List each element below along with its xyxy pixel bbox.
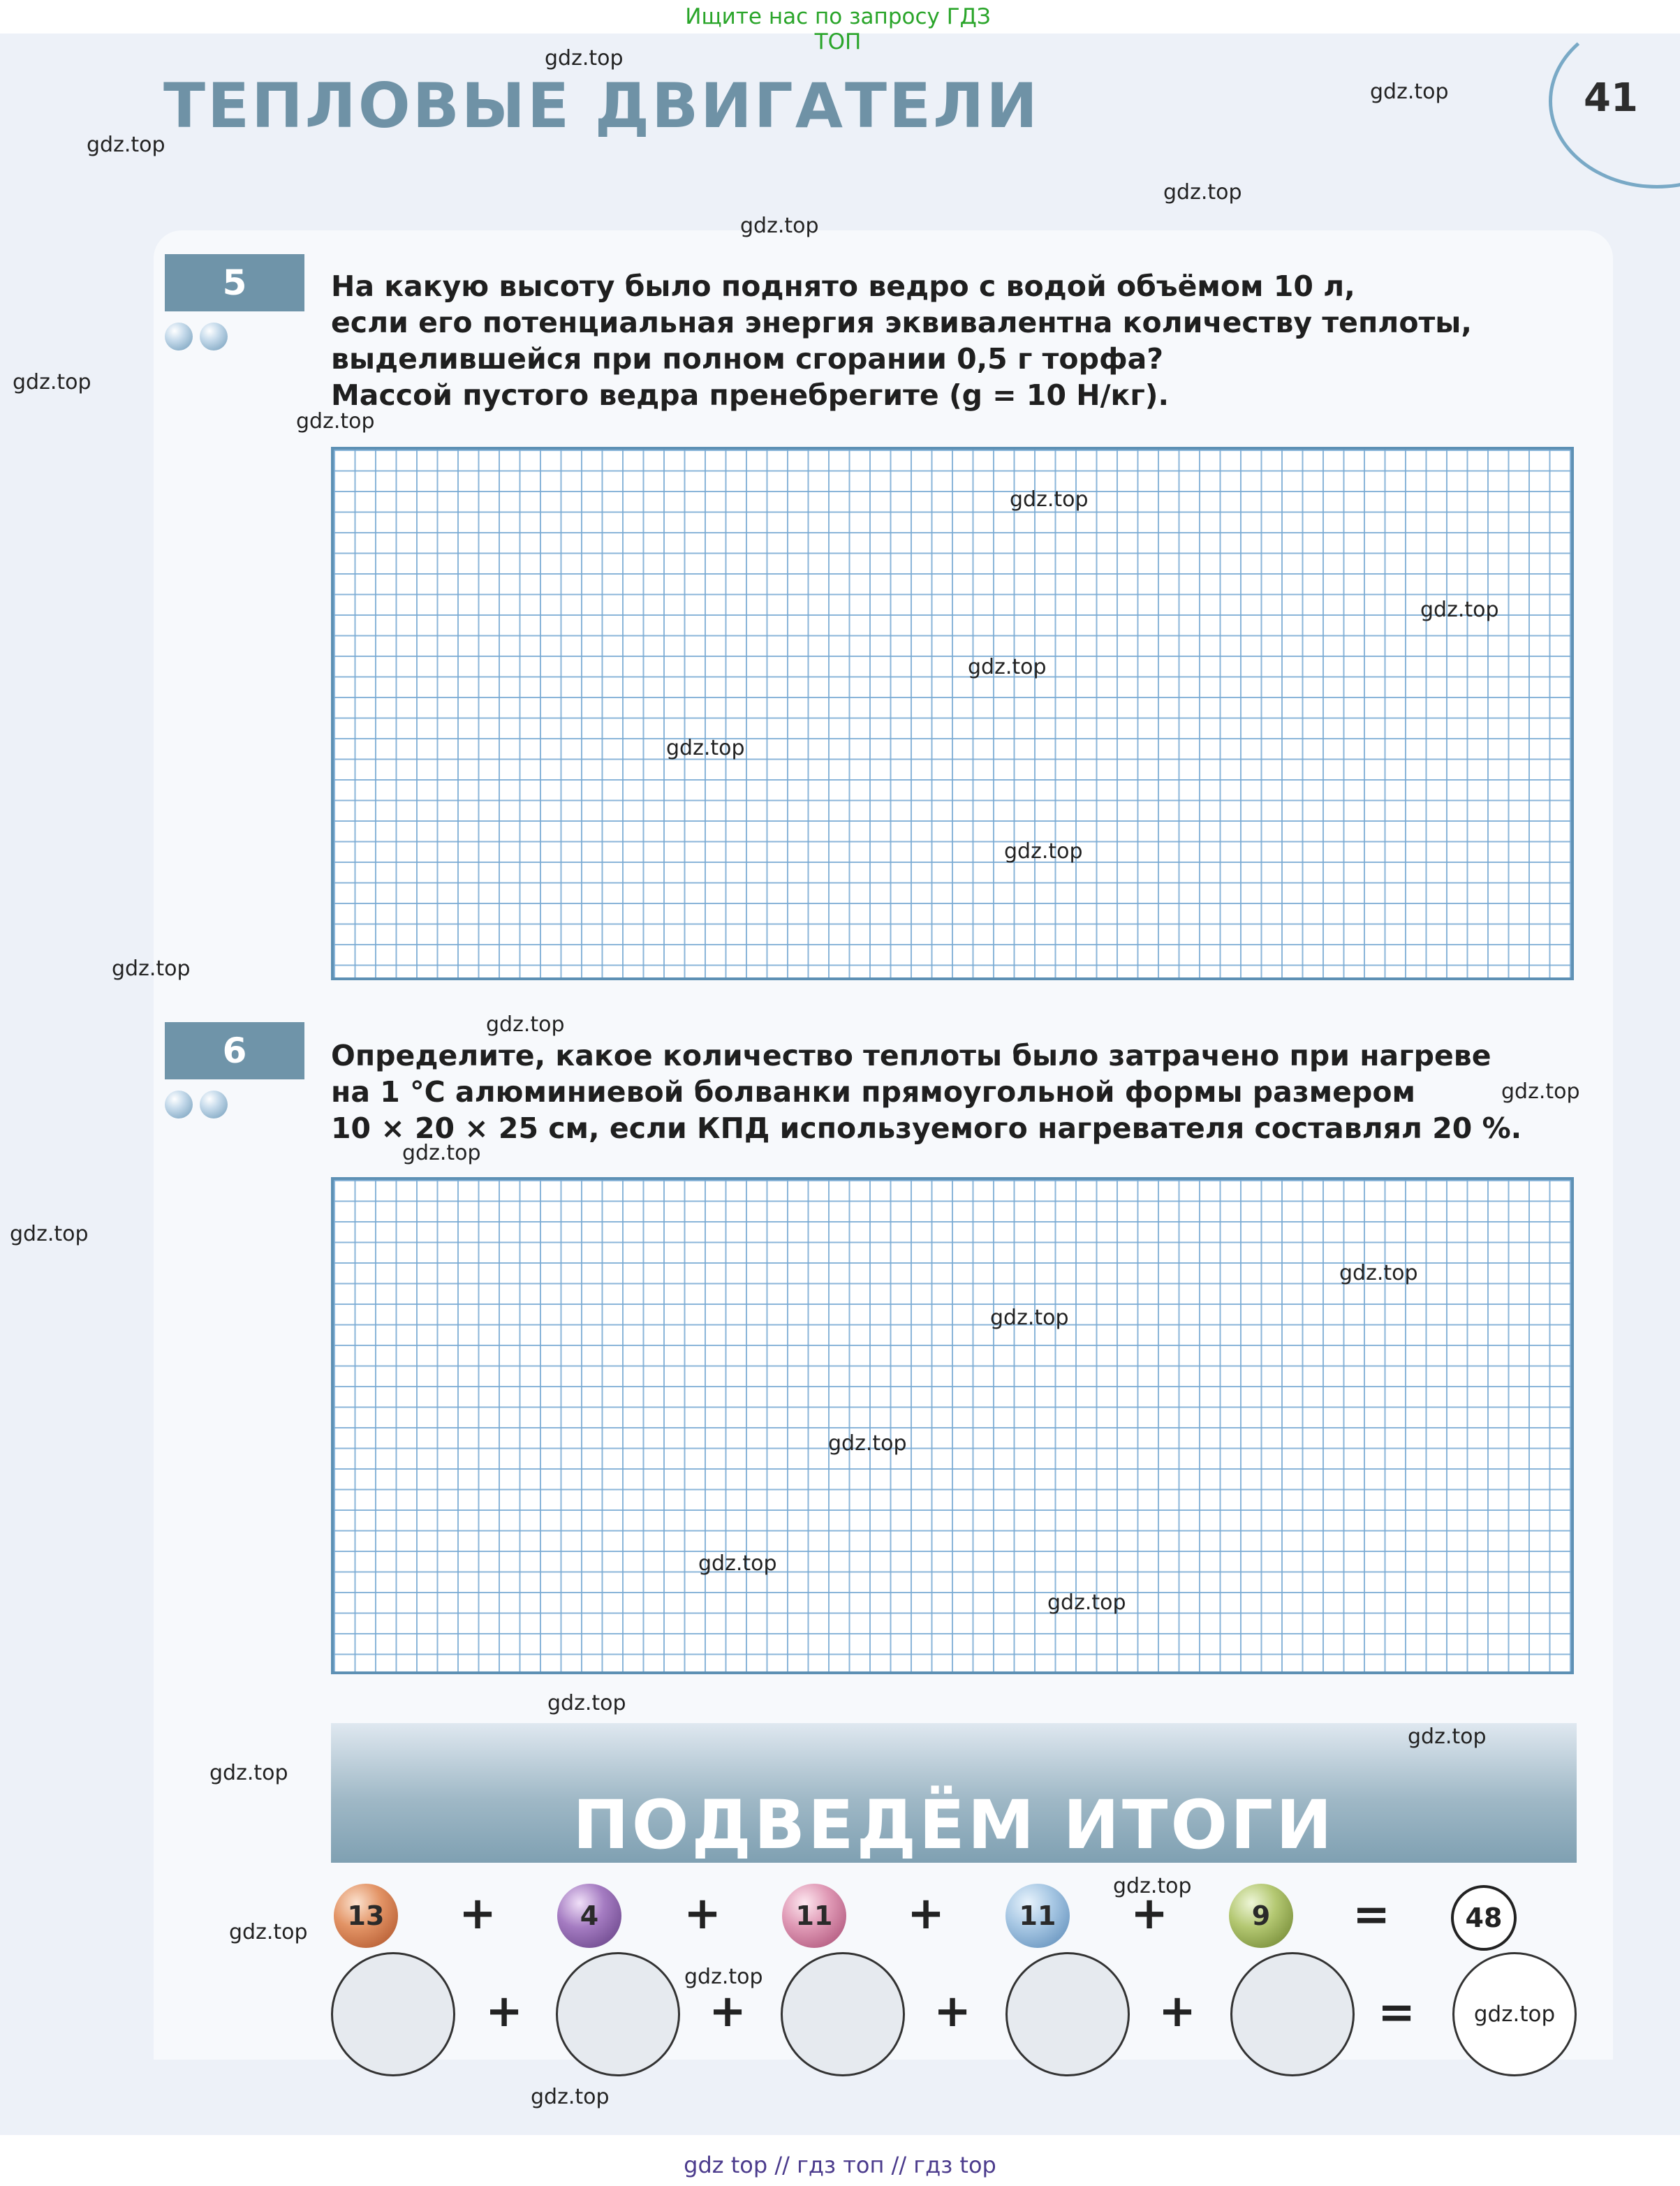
task-number-badge: 5 (165, 254, 304, 311)
watermark: gdz.top (1010, 487, 1089, 512)
plus-sign: + (459, 1888, 496, 1940)
plus-sign: + (485, 1986, 523, 2037)
score-ball: 9 (1229, 1884, 1293, 1948)
watermark: gdz.top (1113, 1874, 1192, 1898)
watermark: gdz.top (112, 957, 191, 981)
answer-circle[interactable] (556, 1952, 680, 2076)
answer-circle[interactable] (331, 1952, 455, 2076)
task-line: выделившейся при полном сгорании 0,5 г торфа? (331, 342, 1164, 376)
task-line: Массой пустого ведра пренебрегите (g = 10 Н/кг). (331, 378, 1170, 412)
watermark: gdz.top (1004, 839, 1083, 864)
difficulty-dot-icon (165, 1091, 193, 1118)
task-line: 10 × 20 × 25 см, если КПД используемого нагревателя составлял 20 %. (331, 1112, 1522, 1145)
watermark: gdz.top (740, 214, 819, 238)
watermark: gdz.top (209, 1761, 288, 1785)
footer-links[interactable]: gdz top // гдз топ // гдз top (684, 2152, 996, 2178)
answer-circle[interactable] (781, 1952, 905, 2076)
watermark: gdz.top (990, 1306, 1069, 1330)
task-statement (331, 1037, 1546, 1146)
watermark: gdz.top (666, 736, 745, 760)
task-line: Определите, какое количество теплоты было затрачено при нагреве (331, 1039, 1491, 1072)
watermark: gdz.top (87, 133, 165, 157)
plus-sign: + (684, 1888, 721, 1940)
watermark: gdz.top (1501, 1079, 1580, 1104)
plus-sign: + (907, 1888, 945, 1940)
plus-sign: + (709, 1986, 746, 2037)
difficulty-dot-icon (200, 323, 228, 350)
score-ball: 11 (782, 1884, 846, 1948)
task-line: если его потенциальная энергия эквивалентна количеству теплоты, (331, 306, 1472, 339)
watermark: gdz.top (13, 370, 91, 394)
answer-circle[interactable] (1005, 1952, 1130, 2076)
answer-circle[interactable] (1230, 1952, 1355, 2076)
task-number-badge: 6 (165, 1022, 304, 1079)
watermark: gdz.top (1408, 1725, 1487, 1749)
task-line: На какую высоту было поднято ведро с водой объёмом 10 л, (331, 269, 1355, 303)
equals-sign: = (1353, 1889, 1390, 1941)
watermark: gdz.top (531, 2085, 610, 2109)
page-number: 41 (1584, 75, 1638, 121)
summary-banner (331, 1723, 1577, 1863)
plus-sign: + (1130, 1888, 1168, 1940)
equals-sign: = (1378, 1987, 1415, 2039)
watermark: gdz.top (684, 1965, 763, 1989)
watermark: gdz.top (10, 1222, 89, 1246)
watermark: gdz.top (547, 1691, 626, 1715)
summary-title: ПОДВЕДЁМ ИТОГИ (573, 1786, 1335, 1864)
watermark: gdz.top (968, 655, 1047, 679)
watermark: gdz.top (296, 409, 375, 434)
top-banner[interactable]: Ищите нас по запросу ГДЗ ТОП (685, 4, 991, 54)
difficulty-dot-icon (200, 1091, 228, 1118)
watermark: gdz.top (828, 1431, 907, 1456)
plus-sign: + (1158, 1986, 1196, 2037)
score-ball: 4 (557, 1884, 621, 1948)
watermark: gdz.top (1047, 1590, 1126, 1615)
answer-total-circle[interactable]: gdz.top (1452, 1952, 1577, 2076)
score-ball: 13 (334, 1884, 398, 1948)
score-ball: 11 (1005, 1884, 1070, 1948)
watermark: gdz.top (402, 1141, 481, 1165)
task-line: на 1 °С алюминиевой болванки прямоугольной формы размером (331, 1075, 1415, 1109)
plus-sign: + (934, 1986, 971, 2037)
watermark: gdz.top (1163, 180, 1242, 205)
watermark: gdz.top (486, 1012, 565, 1037)
task-statement (331, 268, 1546, 413)
watermark: gdz.top (229, 1920, 308, 1944)
difficulty-dot-icon (165, 323, 193, 350)
total-score: 48 (1451, 1885, 1517, 1951)
watermark: gdz.top (1339, 1261, 1418, 1285)
watermark: gdz.top (1370, 80, 1449, 104)
answer-grid[interactable] (331, 447, 1574, 980)
answer-grid[interactable] (331, 1177, 1574, 1674)
watermark: gdz.top (698, 1551, 777, 1576)
watermark: gdz.top (1420, 598, 1499, 622)
watermark: gdz.top (545, 46, 624, 71)
section-title: ТЕПЛОВЫЕ ДВИГАТЕЛИ (163, 70, 1040, 142)
